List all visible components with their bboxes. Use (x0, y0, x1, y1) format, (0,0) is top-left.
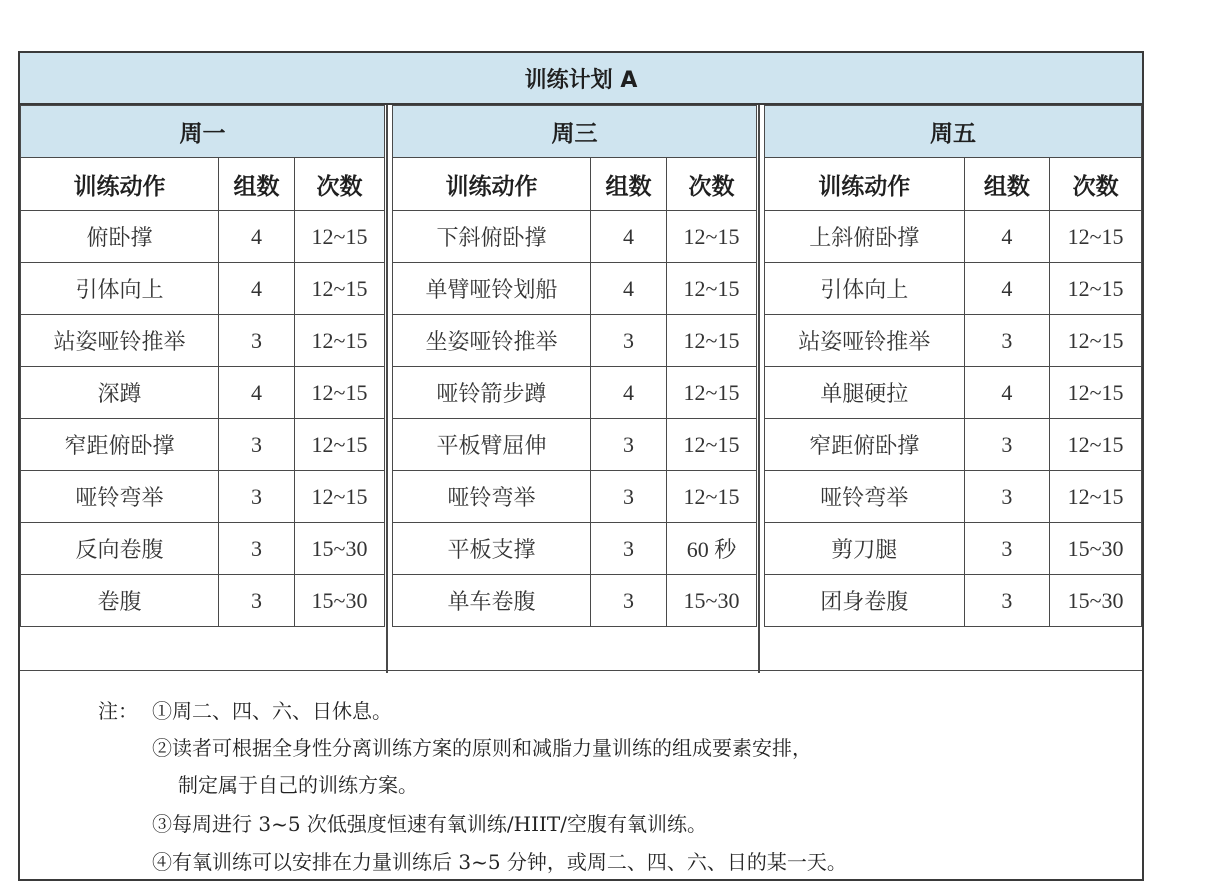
sets-cell: 4 (964, 367, 1050, 419)
exercise-cell: 坐姿哑铃推举 (393, 315, 591, 367)
reps-cell: 12~15 (1050, 211, 1142, 263)
exercise-cell: 引体向上 (765, 263, 965, 315)
table-row (393, 211, 757, 263)
sets-header: 组数 (591, 158, 667, 211)
training-plan-frame (18, 51, 1144, 881)
exercise-cell: 单车卷腹 (393, 575, 591, 627)
wednesday-table (392, 105, 757, 627)
table-row (21, 471, 385, 523)
sets-cell: 4 (964, 211, 1050, 263)
reps-cell: 12~15 (295, 211, 385, 263)
sets-cell: 3 (219, 575, 295, 627)
friday-table (764, 105, 1142, 627)
table-row (21, 523, 385, 575)
day-header-row (393, 106, 757, 158)
sets-cell: 3 (591, 523, 667, 575)
table-row (21, 263, 385, 315)
sets-cell: 3 (964, 523, 1050, 575)
reps-cell: 15~30 (295, 575, 385, 627)
reps-cell: 12~15 (667, 471, 757, 523)
reps-cell: 12~15 (1050, 419, 1142, 471)
sets-cell: 3 (591, 471, 667, 523)
exercise-cell: 俯卧撑 (21, 211, 219, 263)
table-row (765, 575, 1142, 627)
exercise-cell: 团身卷腹 (765, 575, 965, 627)
exercise-cell: 单臂哑铃划船 (393, 263, 591, 315)
sets-cell: 4 (219, 263, 295, 315)
sets-header: 组数 (964, 158, 1050, 211)
reps-cell: 12~15 (295, 367, 385, 419)
reps-header: 次数 (667, 158, 757, 211)
reps-header: 次数 (1050, 158, 1142, 211)
reps-cell: 12~15 (667, 367, 757, 419)
sets-cell: 3 (964, 471, 1050, 523)
exercise-cell: 单腿硬拉 (765, 367, 965, 419)
notes-label: 注： (98, 699, 138, 723)
table-row (21, 575, 385, 627)
reps-cell: 12~15 (1050, 367, 1142, 419)
reps-cell: 15~30 (295, 523, 385, 575)
exercise-cell: 站姿哑铃推举 (21, 315, 219, 367)
sets-cell: 4 (591, 211, 667, 263)
exercise-cell: 窄距俯卧撑 (21, 419, 219, 471)
exercise-cell: 哑铃弯举 (21, 471, 219, 523)
sets-cell: 3 (964, 575, 1050, 627)
table-row (765, 367, 1142, 419)
sets-cell: 3 (591, 419, 667, 471)
exercise-cell: 卷腹 (21, 575, 219, 627)
sets-cell: 4 (591, 263, 667, 315)
table-row (765, 263, 1142, 315)
day-name: 周三 (393, 106, 757, 158)
sets-cell: 4 (591, 367, 667, 419)
reps-cell: 12~15 (667, 211, 757, 263)
sets-cell: 3 (964, 419, 1050, 471)
reps-cell: 12~15 (1050, 471, 1142, 523)
table-row (393, 523, 757, 575)
exercise-cell: 平板支撑 (393, 523, 591, 575)
reps-cell: 12~15 (295, 315, 385, 367)
column-header-row (765, 158, 1142, 211)
exercise-cell: 剪刀腿 (765, 523, 965, 575)
sets-cell: 4 (219, 211, 295, 263)
sets-cell: 4 (219, 367, 295, 419)
exercise-cell: 哑铃箭步蹲 (393, 367, 591, 419)
exercise-header: 训练动作 (765, 158, 965, 211)
exercise-cell: 平板臂屈伸 (393, 419, 591, 471)
sets-cell: 3 (591, 575, 667, 627)
day-header-row (21, 106, 385, 158)
reps-cell: 12~15 (667, 263, 757, 315)
table-row (765, 471, 1142, 523)
note-aerobic-timing: ④有氧训练可以安排在力量训练后 3~5 分钟，或周二、四、六、日的某一天。 (152, 850, 847, 874)
sets-header: 组数 (219, 158, 295, 211)
sets-cell: 4 (964, 263, 1050, 315)
reps-cell: 12~15 (667, 419, 757, 471)
exercise-cell: 窄距俯卧撑 (765, 419, 965, 471)
sets-cell: 3 (219, 419, 295, 471)
table-row (765, 523, 1142, 575)
day-name: 周五 (765, 106, 1142, 158)
note-aerobic-frequency: ③每周进行 3~5 次低强度恒速有氧训练/HIIT/空腹有氧训练。 (152, 812, 707, 836)
exercise-cell: 站姿哑铃推举 (765, 315, 965, 367)
monday-table (20, 105, 385, 627)
exercise-cell: 下斜俯卧撑 (393, 211, 591, 263)
exercise-cell: 上斜俯卧撑 (765, 211, 965, 263)
column-header-row (393, 158, 757, 211)
table-row (393, 471, 757, 523)
sets-cell: 3 (219, 471, 295, 523)
reps-cell: 12~15 (667, 315, 757, 367)
sets-cell: 3 (964, 315, 1050, 367)
exercise-cell: 哑铃弯举 (393, 471, 591, 523)
exercise-cell: 引体向上 (21, 263, 219, 315)
reps-header: 次数 (295, 158, 385, 211)
note-custom-plan: ②读者可根据全身性分离训练方案的原则和减脂力量训练的组成要素安排， (152, 736, 812, 760)
table-row (393, 263, 757, 315)
table-row (393, 575, 757, 627)
reps-cell: 12~15 (1050, 263, 1142, 315)
reps-cell: 12~15 (1050, 315, 1142, 367)
reps-cell: 15~30 (1050, 523, 1142, 575)
table-row (21, 211, 385, 263)
note-custom-plan-continued: 制定属于自己的训练方案。 (178, 773, 418, 797)
note-rest-days: ①周二、四、六、日休息。 (152, 699, 392, 723)
day-header-row (765, 106, 1142, 158)
table-row (393, 419, 757, 471)
sets-cell: 3 (219, 523, 295, 575)
plan-title: 训练计划 A (20, 53, 1142, 105)
day-separator-line (386, 105, 388, 673)
exercise-cell: 深蹲 (21, 367, 219, 419)
reps-cell: 12~15 (295, 263, 385, 315)
table-row (765, 315, 1142, 367)
exercise-cell: 哑铃弯举 (765, 471, 965, 523)
sets-cell: 3 (591, 315, 667, 367)
exercise-header: 训练动作 (21, 158, 219, 211)
exercise-header: 训练动作 (393, 158, 591, 211)
reps-cell: 15~30 (667, 575, 757, 627)
day-name: 周一 (21, 106, 385, 158)
reps-cell: 12~15 (295, 471, 385, 523)
sets-cell: 3 (219, 315, 295, 367)
notes-section (20, 670, 1142, 883)
reps-cell: 60 秒 (667, 523, 757, 575)
table-row (765, 419, 1142, 471)
table-row (765, 211, 1142, 263)
reps-cell: 12~15 (295, 419, 385, 471)
table-row (21, 315, 385, 367)
exercise-cell: 反向卷腹 (21, 523, 219, 575)
table-row (21, 367, 385, 419)
reps-cell: 15~30 (1050, 575, 1142, 627)
table-row (393, 315, 757, 367)
table-row (393, 367, 757, 419)
column-header-row (21, 158, 385, 211)
table-row (21, 419, 385, 471)
day-separator-line (758, 105, 760, 673)
